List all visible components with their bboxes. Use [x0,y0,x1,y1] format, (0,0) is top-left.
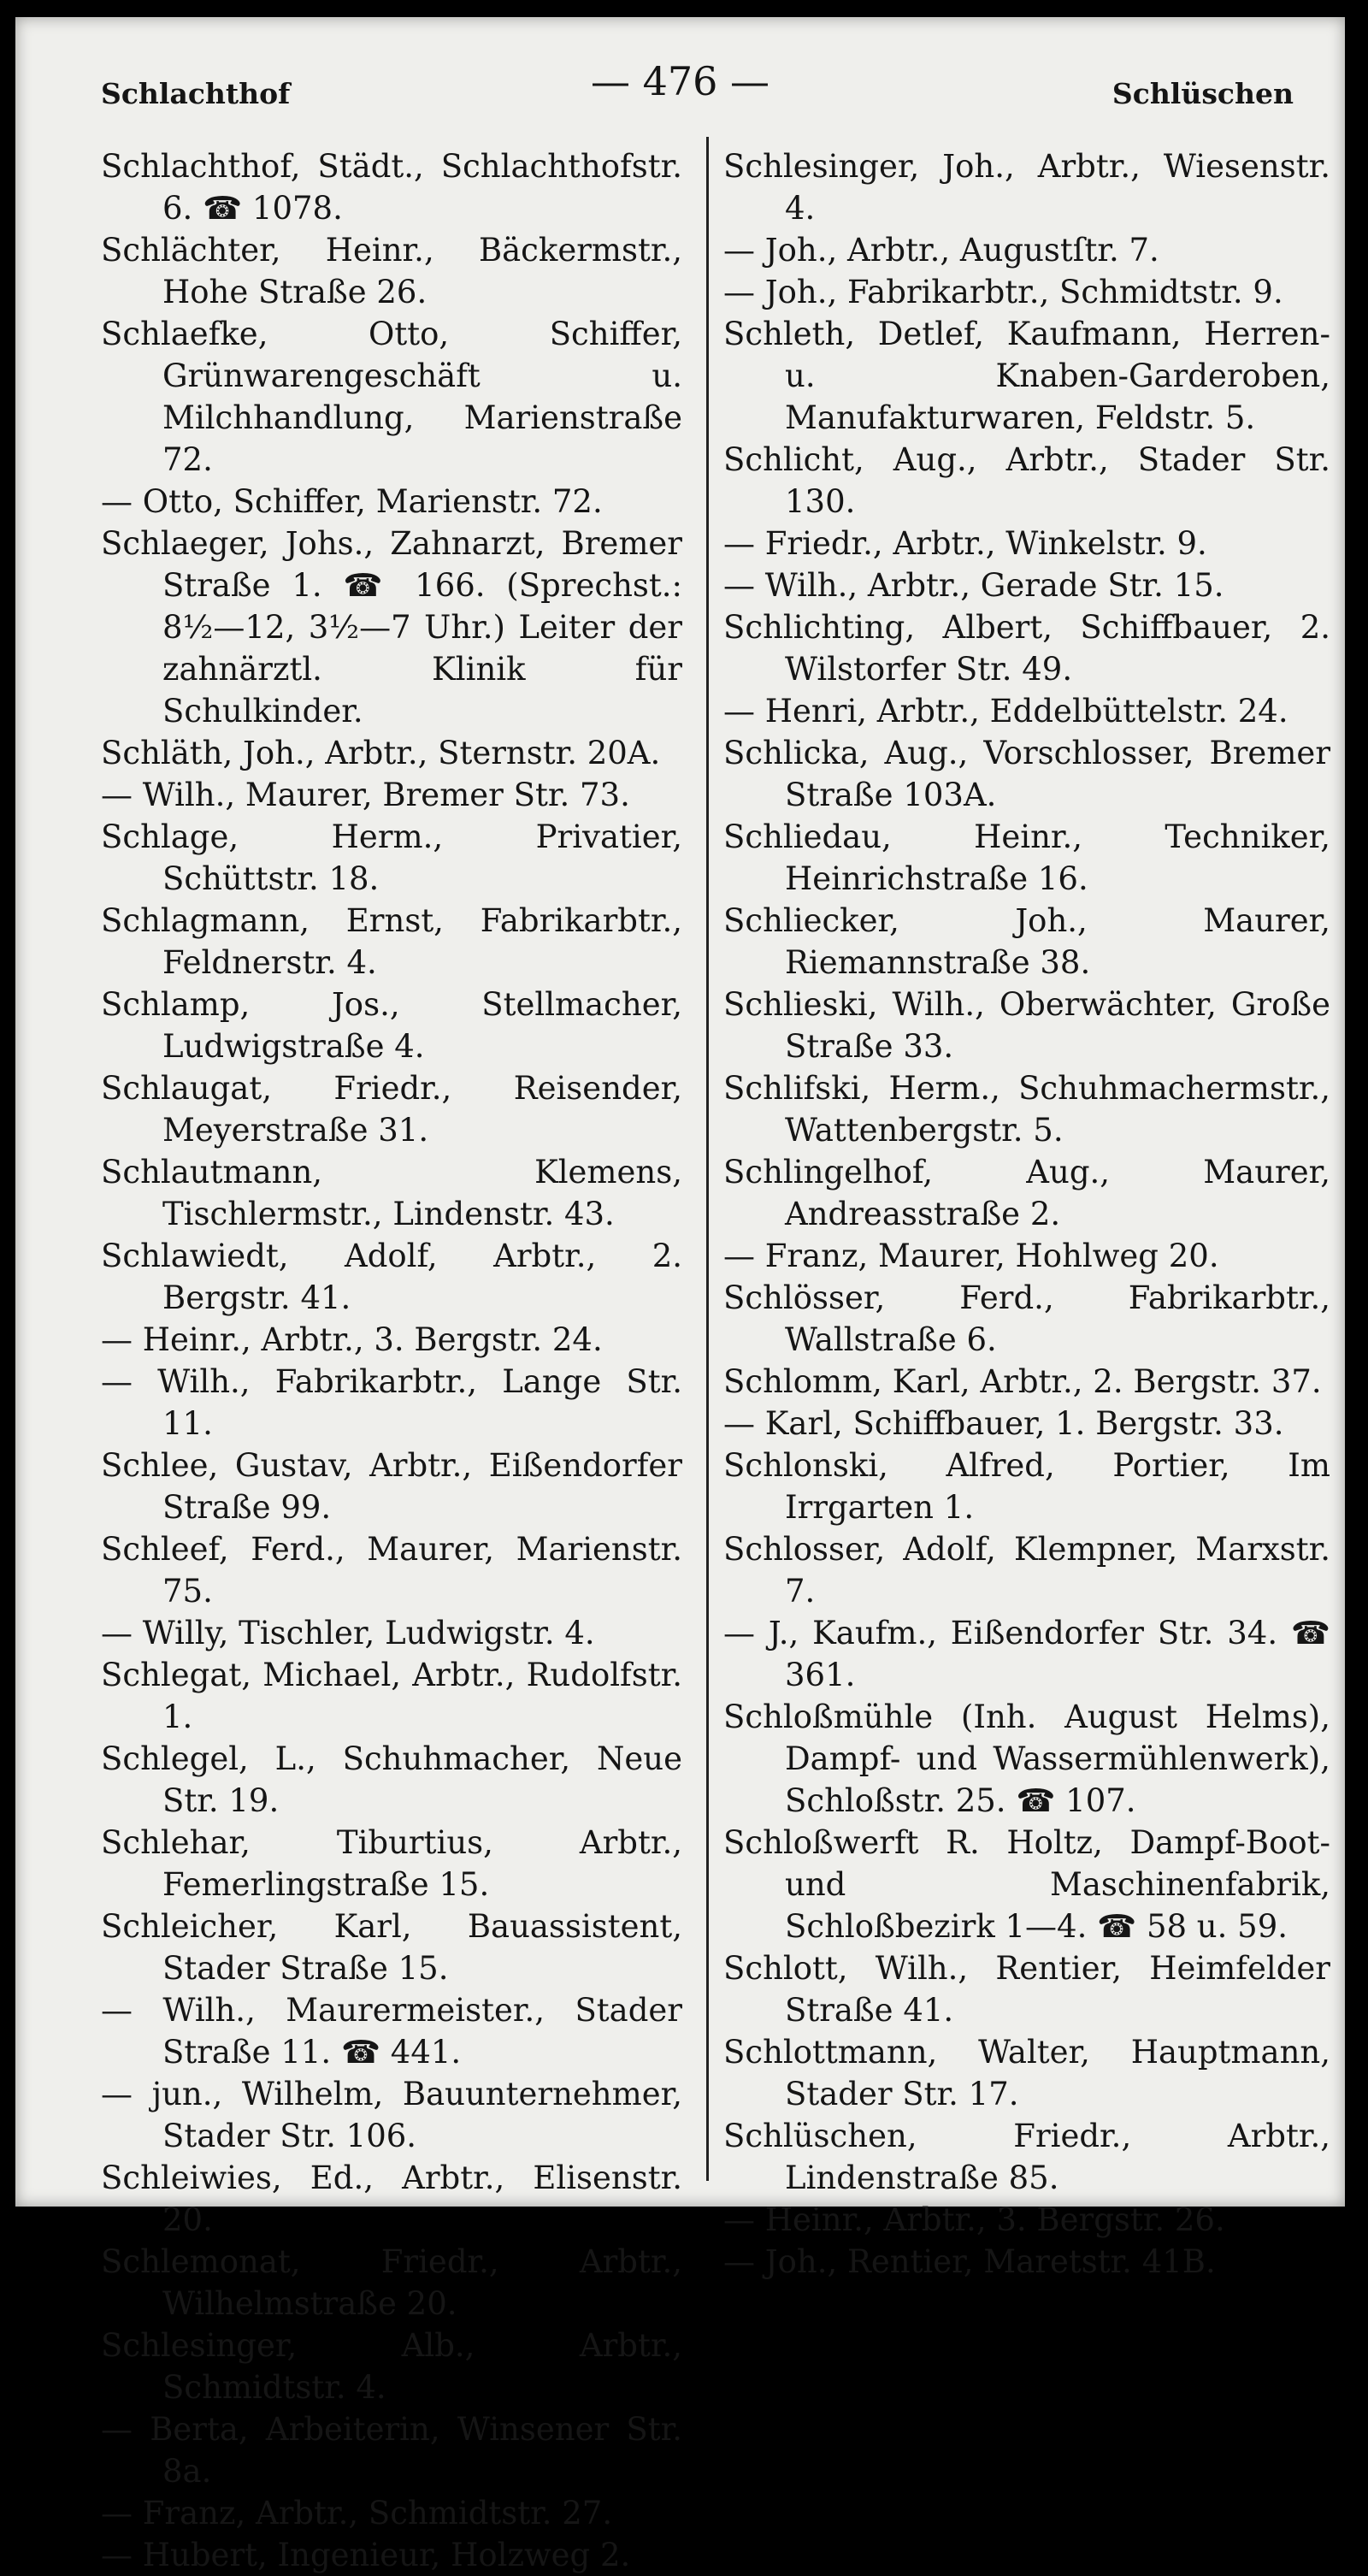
directory-entry: — Hubert, Ingenieur, Holzweg 2. [101,2537,631,2573]
directory-entry: Schleef, Ferd., Maurer, Marienstr. 75. [101,1531,682,1610]
header-right-keyword: Schlüschen [1112,77,1294,110]
directory-entry: Schlosser, Adolf, Klempner, Marxstr. 7. [723,1531,1330,1610]
directory-entry: — Berta, Arbeiterin, Winsener Str. 8a. [101,2411,682,2490]
directory-entry: Schloßwerft R. Holtz, Dampf-Boot- und Maschinenfabrik, Schloßbezirk 1—4. ☎ 58 u. 59. [723,1824,1330,1945]
directory-entry: Schlehar, Tiburtius, Arbtr., Femerlingstraße 15. [101,1824,682,1903]
directory-entry: — J., Kaufm., Eißendorfer Str. 34. ☎ 361. [723,1615,1330,1693]
directory-page [15,17,1345,2573]
directory-entry: Schlingelhof, Aug., Maurer, Andreasstraße 2. [723,1154,1330,1232]
directory-entry: — Karl, Schiffbauer, 1. Bergstr. 33. [723,1405,1284,1442]
directory-entry: Schlaugat, Friedr., Reisender, Meyerstraße 31. [101,1070,682,1149]
directory-entry: Schlifski, Herm., Schuhmachermstr., Wattenbergstr. 5. [723,1070,1330,1149]
directory-entry: Schlemonat, Friedr., Arbtr., Wilhelmstraße 20. [101,2243,682,2322]
directory-entry: Schlüschen, Friedr., Arbtr., Lindenstraße 85. [723,2118,1330,2196]
directory-entry: Schlage, Herm., Privatier, Schüttstr. 18. [101,818,682,897]
directory-entry: Schlicht, Aug., Arbtr., Stader Str. 130. [723,441,1330,520]
directory-entry: Schliecker, Joh., Maurer, Riemannstraße 38. [723,902,1330,981]
directory-entry: Schlomm, Karl, Arbtr., 2. Bergstr. 37. [723,1363,1322,1400]
directory-entry: Schlieski, Wilh., Oberwächter, Große Straße 33. [723,986,1330,1065]
left-column [101,145,682,2576]
directory-entry: Schleiwies, Ed., Arbtr., Elisenstr. 20. [101,2159,682,2238]
directory-entry: Schlösser, Ferd., Fabrikarbtr., Wallstraße 6. [723,1279,1330,1358]
directory-entry: — Otto, Schiffer, Marienstr. 72. [101,483,603,520]
directory-entry: — Henri, Arbtr., Eddelbüttelstr. 24. [723,693,1288,730]
column-divider [706,137,709,2181]
right-column [723,145,1330,2283]
directory-entry: Schlagmann, Ernst, Fabrikarbtr., Feldnerstr. 4. [101,902,682,981]
directory-entry: — Franz, Arbtr., Schmidtstr. 27. [101,2495,613,2532]
directory-entry: Schlaefke, Otto, Schiffer, Grünwarengeschäft u. Milchhandlung, Marienstraße 72. [101,316,682,478]
directory-entry: — Wilh., Maurer, Bremer Str. 73. [101,777,630,813]
directory-entry: Schlautmann, Klemens, Tischlermstr., Lindenstr. 43. [101,1154,682,1232]
directory-entry: Schlachthof, Städt., Schlachthofstr. 6. ☎ 1078. [101,148,682,227]
directory-entry: Schlichting, Albert, Schiffbauer, 2. Wilstorfer Str. 49. [723,609,1330,688]
directory-entry: — Wilh., Maurermeister., Stader Straße 11. ☎ 441. [101,1992,682,2071]
directory-entry: Schlesinger, Alb., Arbtr., Schmidtstr. 4. [101,2327,682,2406]
directory-entry: Schlott, Wilh., Rentier, Heimfelder Straße 41. [723,1950,1330,2029]
directory-entry: Schlegat, Michael, Arbtr., Rudolfstr. 1. [101,1657,682,1735]
directory-entry: Schlaeger, Johs., Zahnarzt, Bremer Straße 1. ☎ 166. (Sprechst.: 8½—12, 3½—7 Uhr.) Leiter der zahnärztl. Klinik für Schulkinder. [101,525,682,730]
directory-entry: Schlesinger, Joh., Arbtr., Wiesenstr. 4. [723,148,1330,227]
directory-entry: — Joh., Arbtr., Augustſtr. 7. [723,232,1159,269]
directory-entry: Schlee, Gustav, Arbtr., Eißendorfer Straße 99. [101,1447,682,1526]
directory-entry: Schlicka, Aug., Vorschlosser, Bremer Straße 103A. [723,735,1330,813]
page-header [15,17,1345,137]
directory-entry: Schleicher, Karl, Bauassistent, Stader Straße 15. [101,1908,682,1987]
header-left-keyword: Schlachthof [101,77,291,110]
directory-entry: — Wilh., Fabrikarbtr., Lange Str. 11. [101,1363,682,1442]
directory-entry: Schläth, Joh., Arbtr., Sternstr. 20A. [101,735,661,771]
directory-entry: Schleth, Detlef, Kaufmann, Herren- u. Knaben-Garderoben, Manufakturwaren, Feldstr. 5. [723,316,1330,436]
directory-entry: Schlonski, Alfred, Portier, Im Irrgarten 1. [723,1447,1330,1526]
directory-entry: Schloßmühle (Inh. August Helms), Dampf- und Wassermühlenwerk), Schloßstr. 25. ☎ 107. [723,1699,1330,1819]
directory-entry: — Franz, Maurer, Hohlweg 20. [723,1238,1219,1274]
directory-entry: — Willy, Tischler, Ludwigstr. 4. [101,1615,595,1651]
directory-entry: Schlottmann, Walter, Hauptmann, Stader Str. 17. [723,2034,1330,2112]
directory-entry: — Heinr., Arbtr., 3. Bergstr. 24. [101,1321,603,1358]
directory-entry: — Joh., Rentier, Maretstr. 41B. [723,2243,1216,2280]
page-number: — 476 — [590,58,770,104]
directory-entry: — Wilh., Arbtr., Gerade Str. 15. [723,567,1224,604]
directory-entry: Schlegel, L., Schuhmacher, Neue Str. 19. [101,1740,682,1819]
directory-entry: — Heinr., Arbtr., 3. Bergstr. 26. [723,2201,1225,2238]
directory-entry: Schlamp, Jos., Stellmacher, Ludwigstraße 4. [101,986,682,1065]
directory-entry: — Friedr., Arbtr., Winkelstr. 9. [723,525,1207,562]
directory-entry: Schliedau, Heinr., Techniker, Heinrichstraße 16. [723,818,1330,897]
directory-entry: Schlawiedt, Adolf, Arbtr., 2. Bergstr. 41. [101,1238,682,1316]
directory-entry: Schlächter, Heinr., Bäckermstr., Hohe Straße 26. [101,232,682,310]
directory-entry: — Joh., Fabrikarbtr., Schmidtstr. 9. [723,274,1283,310]
directory-entry: — jun., Wilhelm, Bauunternehmer, Stader Str. 106. [101,2076,682,2154]
